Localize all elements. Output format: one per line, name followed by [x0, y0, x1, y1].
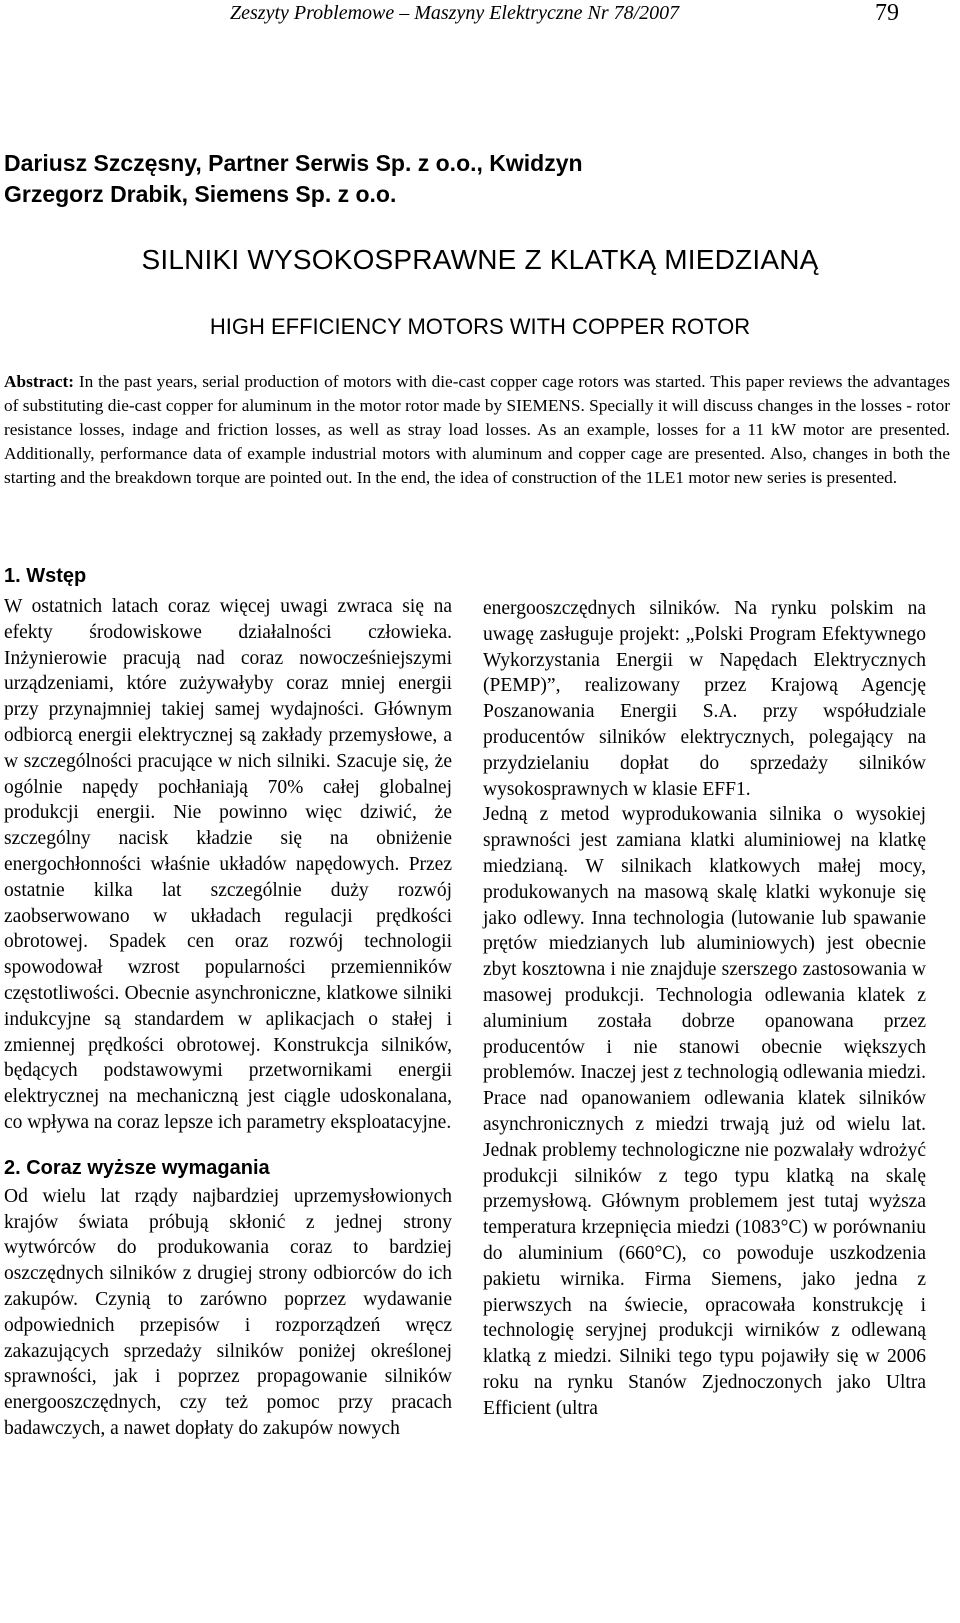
right-paragraph-1: energooszczędnych silników. Na rynku polskim na uwagę zasługuje projekt: „Polski Program Efektywnego Wykorzystania Energii w Napędach Elektrycznych (PEMP)”, realizowany przez Krajową Agencję Poszanowania Energii S.A. przy współudziale producentów silników elektrycznych, polegający na przydzielaniu dopłat do sprzedaży silników wysokosprawnych w klasie EFF1.	[483, 598, 926, 800]
abstract-label: Abstract:	[4, 372, 75, 391]
right-column	[483, 596, 926, 1422]
left-column	[4, 562, 452, 1442]
abstract-text: In the past years, serial production of motors with die-cast copper cage rotors was started. This paper reviews the advantages of substituting die-cast copper for aluminum in the motor rotor made by SIEMENS. Specially it will discuss changes in the losses - rotor resistance losses, indage and friction losses, as well as stray load losses. As an example, losses for a 11 kW motor are presented. Additionally, performance data of example industrial motors with aluminum and copper cage are presented. Also, changes in both the starting and the breakdown torque are pointed out. In the end, the idea of construction of the 1LE1 motor new series is presented.	[4, 372, 950, 487]
paper-title-english: HIGH EFFICIENCY MOTORS WITH COPPER ROTOR	[209, 314, 751, 339]
journal-title: Zeszyty Problemowe – Maszyny Elektryczne Nr 78/2007	[230, 2, 680, 24]
right-paragraph-2: Jedną z metod wyprodukowania silnika o wysokiej sprawności jest zamiana klatki aluminiowej na klatkę miedzianą. W silnikach klatkowych małej mocy, produkowanych na masową skalę klatki wykonuje się jako odlewy. Inna technologia (lutowanie lub spawanie prętów miedzianych lub aluminiowych) jest obecnie zbyt kosztowna i nie znajduje szerszego zastosowania w masowej produkcji. Technologia odlewania klatek z aluminium została dobrze opanowana przez producentów i nie stanowi obecnie większych problemów. Inaczej jest z technologią odlewania miedzi. Prace nad opanowaniem odlewania klatek silników asynchronicznych z miedzi trwają już od wielu lat. Jednak problemy technologiczne nie pozwalały wdrożyć produkcji silników z tego typu klatką na skalę przemysłową. Głównym problemem jest tutaj wyższa temperatura krzepnięcia miedzi (1083°C) w porównaniu do aluminium (660°C), co powoduje uszkodzenia pakietu wirnika. Firma Siemens, jako jedna z pierwszych na świecie, opracowała konstrukcję i technologię seryjnej produkcji wirników z odlewaną klatką z miedzi. Silniki tego typu pojawiły się w 2006 roku na rynku Stanów Zjednoczonych jako Ultra Efficient (ultra	[483, 804, 926, 1419]
page-number: 79	[875, 0, 899, 26]
section-1-heading: 1. Wstęp	[4, 565, 87, 587]
section-1-paragraph: W ostatnich latach coraz więcej uwagi zwraca się na efekty środowiskowe działalności człowieka. Inżynierowie pracują nad coraz nowocześniejszymi urządzeniami, które zużywałyby coraz mniej energii przy przynajmniej takiej samej wydajności. Głównym odbiorcą energii elektrycznej są zakłady przemysłowe, a w szczególności pracujące w nich silniki. Szacuje się, że ogólnie napędy pochłaniają 70% całej globalnej produkcji energii. Nie powinno więc dziwić, że szczególny nacisk kładzie się na obniżenie energochłonności właśnie układów napędowych. Przez ostatnie kilka lat szczególnie duży rozwój zaobserwowano w układach regulacji prędkości obrotowej. Spadek cen oraz rozwój technologii spowodował wzrost popularności przemienników częstotliwości. Obecnie asynchroniczne, klatkowe silniki indukcyjne są standardem w aplikacjach o stałej i zmiennej prędkości obrotowej. Konstrukcja silników, będących podstawowymi przetwornikami energii elektrycznej na mechaniczną jest ciągle udoskonalana, co wpływa na coraz lepsze ich parametry eksploatacyjne.	[4, 596, 452, 1133]
section-2-paragraph: Od wielu lat rządy najbardziej uprzemysłowionych krajów świata próbują skłonić z jednej strony wytwórców do produkowania coraz to bardziej oszczędnych silników z drugiej strony odbiorców do ich zakupów. Czynią to zarówno poprzez wydawanie odpowiednich przepisów i rozporządzeń wręcz zakazujących sprzedaży silników poniżej określonej sprawności, jak i poprzez propagowanie silników energooszczędnych, czy też pomoc przy pracach badawczych, a nawet dopłaty do zakupów nowych	[4, 1185, 452, 1439]
section-2-heading: 2. Coraz wyższe wymagania	[4, 1156, 270, 1179]
paper-title-polish: SILNIKI WYSOKOSPRAWNE Z KLATKĄ MIEDZIANĄ	[141, 244, 819, 275]
author-list	[4, 148, 583, 210]
abstract	[4, 370, 950, 490]
author-line-1: Dariusz Szczęsny, Partner Serwis Sp. z o.o., Kwidzyn	[4, 150, 583, 176]
running-header	[0, 0, 960, 30]
author-line-2: Grzegorz Drabik, Siemens Sp. z o.o.	[4, 181, 397, 207]
